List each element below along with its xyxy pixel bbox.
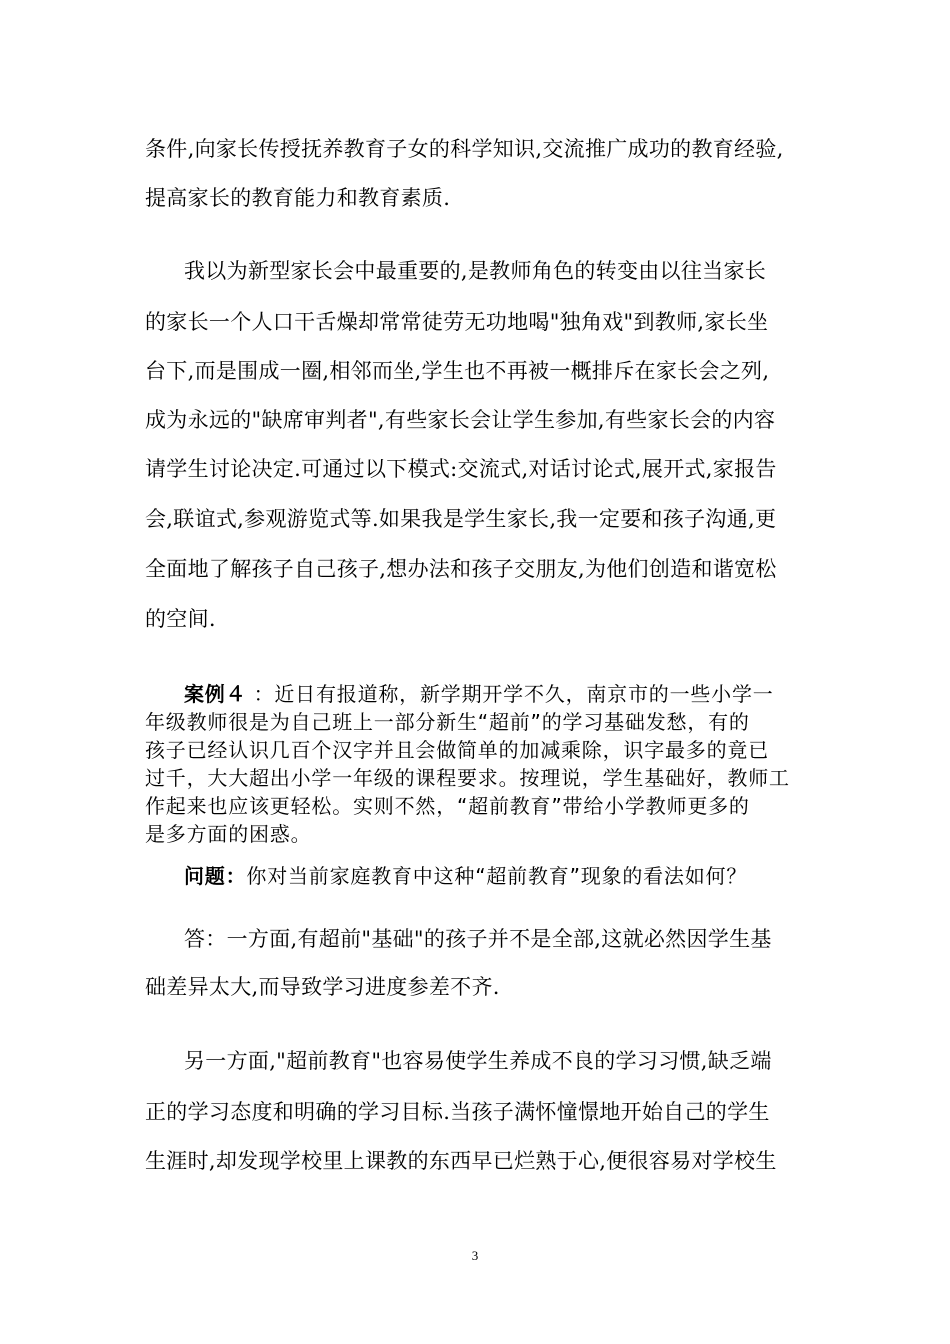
text-line: 础差异太大,而导致学习进度参差不齐. [145, 975, 500, 999]
text-line: 正的学习态度和明确的学习目标.当孩子满怀憧憬地开始自己的学生 [145, 1100, 770, 1124]
question-label: 问题： [184, 864, 247, 888]
page-number: 3 [471, 1248, 479, 1263]
question-line [184, 861, 747, 891]
text-line: 提高家长的教育能力和教育素质. [145, 186, 451, 210]
text-line: 另一方面,"超前教育"也容易使学生养成不良的学习习惯,缺乏端 [184, 1049, 772, 1073]
question-text: 你对当前家庭教育中这种“超前教育”现象的看法如何？ [246, 864, 748, 888]
case-text: ：近日有报道称，新学期开学不久，南京市的一些小学一 [253, 682, 774, 706]
text-line: 条件,向家长传授抚养教育子女的科学知识,交流推广成功的教育经验, [145, 137, 784, 161]
text-line: 会,联谊式,参观游览式等.如果我是学生家长,我一定要和孩子沟通,更 [145, 507, 777, 531]
case-label: 案例４ [184, 682, 247, 706]
text-line: 全面地了解孩子自己孩子,想办法和孩子交朋友,为他们创造和谐宽松 [145, 557, 777, 581]
text-line: 是多方面的困惑。 [145, 822, 312, 846]
text-line: 孩子已经认识几百个汉字并且会做简单的加减乘除，识字最多的竟已 [145, 738, 769, 762]
text-line: 的家长一个人口干舌燥却常常徒劳无功地喝"独角戏"到教师,家长坐 [145, 310, 769, 334]
text-line: 生涯时,却发现学校里上课教的东西早已烂熟于心,便很容易对学校生 [145, 1149, 777, 1173]
text-line: 的空间. [145, 607, 216, 631]
text-line: 年级教师很是为自己班上一部分新生“超前”的学习基础发愁，有的 [145, 710, 750, 734]
text-line: 成为永远的"缺席审判者",有些家长会让学生参加,有些家长会的内容 [145, 408, 776, 432]
text-line: 我以为新型家长会中最重要的,是教师角色的转变由以往当家长 [184, 259, 767, 283]
text-line: 台下,而是围成一圈,相邻而坐,学生也不再被一概排斥在家长会之列, [145, 359, 770, 383]
case-first-line [184, 679, 774, 709]
text-line: 请学生讨论决定.可通过以下模式:交流式,对话讨论式,展开式,家报告 [145, 457, 777, 481]
text-line: 过千，大大超出小学一年级的课程要求。按理说，学生基础好，教师工 [145, 766, 790, 790]
text-line: 答：一方面,有超前"基础"的孩子并不是全部,这就必然因学生基 [184, 927, 772, 951]
text-line: 作起来也应该更轻松。实则不然，“超前教育”带给小学教师更多的 [145, 794, 750, 818]
